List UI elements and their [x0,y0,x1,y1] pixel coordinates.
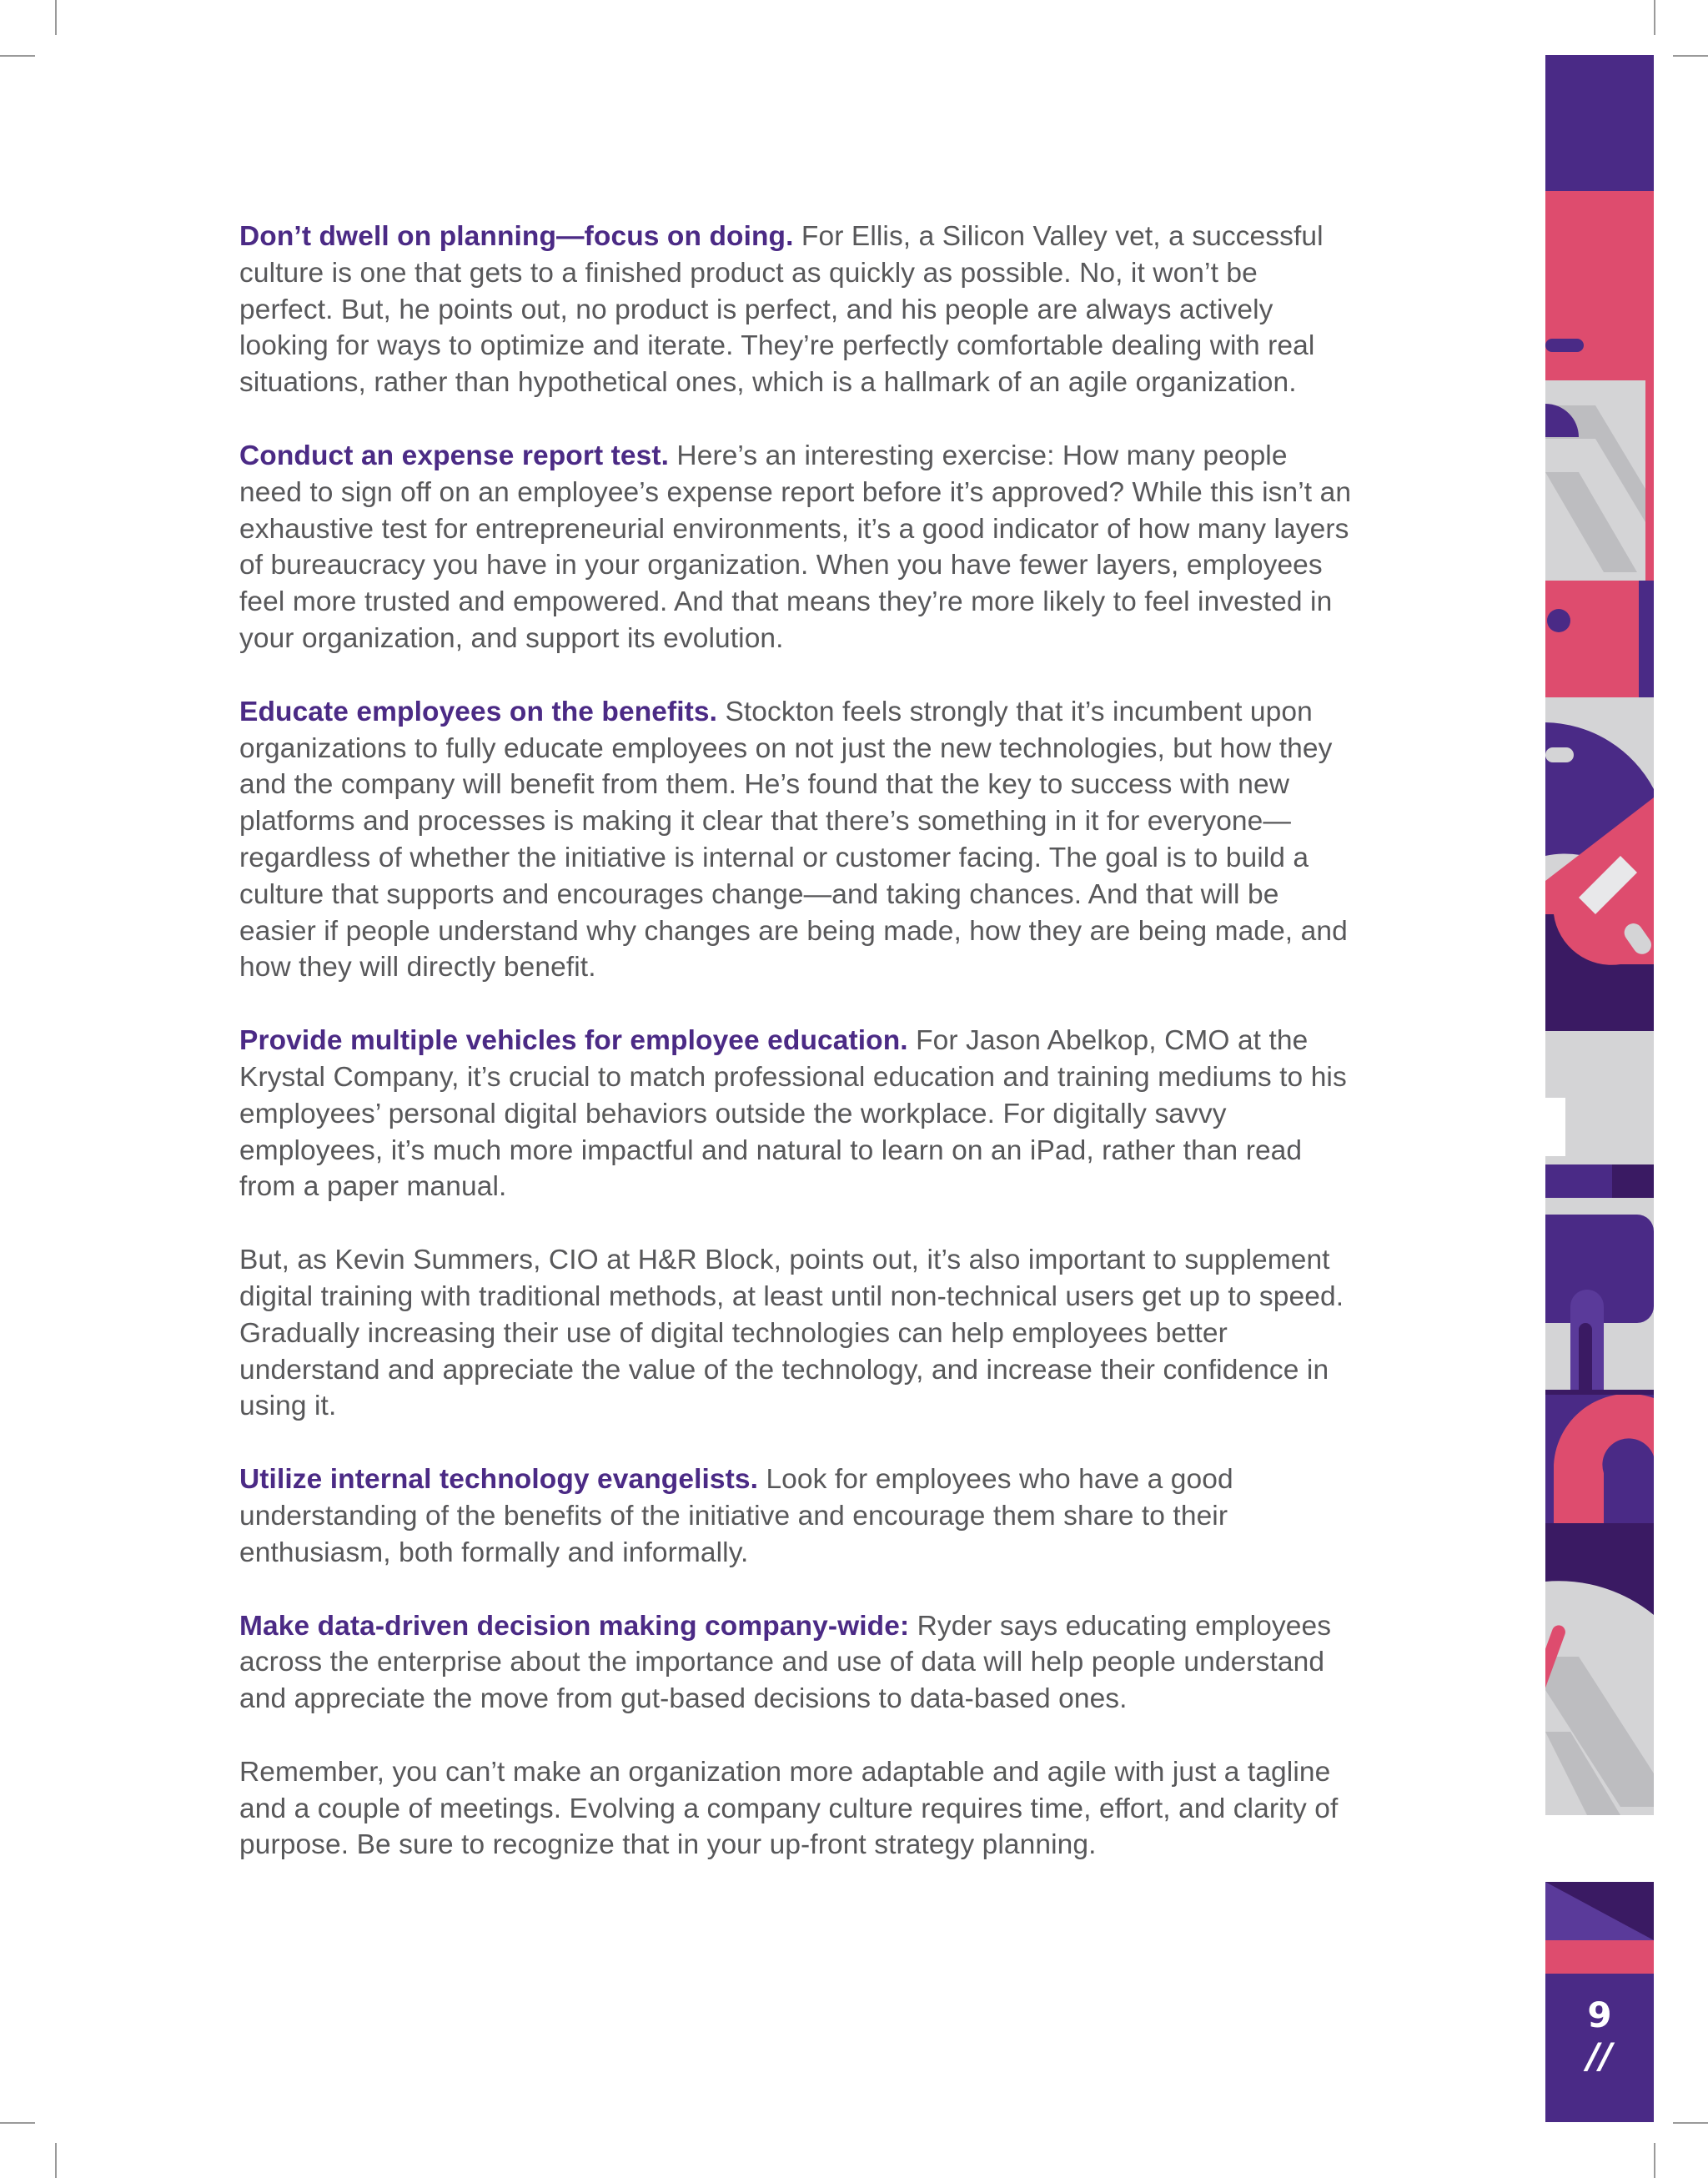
paragraph-expense-report [239,438,1357,657]
paragraph-text: Stockton feels strongly that it’s incumbent upon organizations to fully educate employees on not just the new technologies, but how they and the company will benefit from them. He’s found that the key to success with new platforms and processes is making it clear that there’s something in it for everyone—regardless of whether the initiative is internal or customer facing. The goal is to build a culture that supports and encourages change—and taking chances. And that will be easier if people understand why changes are being made, how they are being made, and how they will directly benefit. [239,696,1348,983]
paragraph-text: For Jason Abelkop, CMO at the Krystal Company, it’s crucial to match professional education and training mediums to his employees’ personal digital behaviors outside the workplace. For digitally savvy employees, it’s much more impactful and natural to learn on an iPad, rather than read from a paper manual. [239,1025,1347,1203]
paragraph-heading: Provide multiple vehicles for employee education. [239,1025,908,1057]
page-number: 9 [1587,1994,1612,2035]
crop-mark-bottom-right [1654,2143,1655,2178]
decorative-side-strip [1545,55,1654,2122]
paragraph-text: Remember, you can’t make an organization more adaptable and agile with just a tagline and a couple of meetings. Evolving a company culture requires time, effort, and clarity of purpose. Be sure to recognize that in your up-front strategy planning. [239,1756,1339,1861]
paragraph-heading: Make data-driven decision making company-wide: [239,1610,910,1642]
crop-mark-top-left-h [0,55,35,57]
paragraph-text: For Ellis, a Silicon Valley vet, a successful culture is one that gets to a finished product as quickly as possible. No, it won’t be perfect. But, he points out, no product is perfect, and his people are always actively looking for ways to optimize and iterate. They’re perfectly comfortable dealing with real situations, rather than hypothetical ones, which is a hallmark of an agile organization. [239,221,1324,399]
paragraph-heading: Educate employees on the benefits. [239,696,718,727]
paragraph-text: But, as Kevin Summers, CIO at H&R Block, points out, it’s also important to supplement digital training with traditional methods, at least until non-technical users get up to speed. Gradually increasing their use of digital technologies can help employees better understand and appreciate the value of the technology, and increase their confidence in using it. [239,1245,1344,1422]
crop-mark-bottom-left-h [0,2122,35,2124]
paragraph-educate [239,694,1357,986]
crop-mark-top-left [55,0,57,35]
page-marker: // [1586,2035,1613,2076]
crop-mark-top-right [1654,0,1655,35]
paragraph-text: Here’s an interesting exercise: How many people need to sign off on an employee’s expense report before it’s approved? While this isn’t an exhaustive test for entrepreneurial environments, it’s a good indicator of how many layers of bureaucracy you have in your organization. When you have fewer layers, employees feel more trusted and empowered. And that means they’re more likely to feel invested in your organization, and support its evolution. [239,440,1352,654]
decorative-pattern [1545,55,1654,2122]
paragraph-heading: Don’t dwell on planning—focus on doing. [239,221,794,252]
article-body [239,219,1357,1900]
paragraph-summers [239,1242,1357,1425]
paragraph-text: Ryder says educating employees across the enterprise about the importance and use of data will help people understand and appreciate the move from gut-based decisions to data-based ones. [239,1610,1332,1715]
paragraph-data-driven [239,1608,1357,1718]
paragraph-conclusion [239,1754,1357,1864]
crop-mark-bottom-left [55,2143,57,2178]
paragraph-text: Look for employees who have a good understanding of the benefits of the initiative and encourage them share to their enthusiasm, both formally and informally. [239,1464,1233,1568]
crop-mark-bottom-right-h [1673,2122,1708,2124]
paragraph-heading: Utilize internal technology evangelists. [239,1464,759,1496]
paragraph-vehicles [239,1023,1357,1205]
paragraph-planning [239,219,1357,401]
paragraph-evangelists [239,1461,1357,1571]
crop-mark-top-right-h [1673,55,1708,57]
paragraph-heading: Conduct an expense report test. [239,440,670,471]
